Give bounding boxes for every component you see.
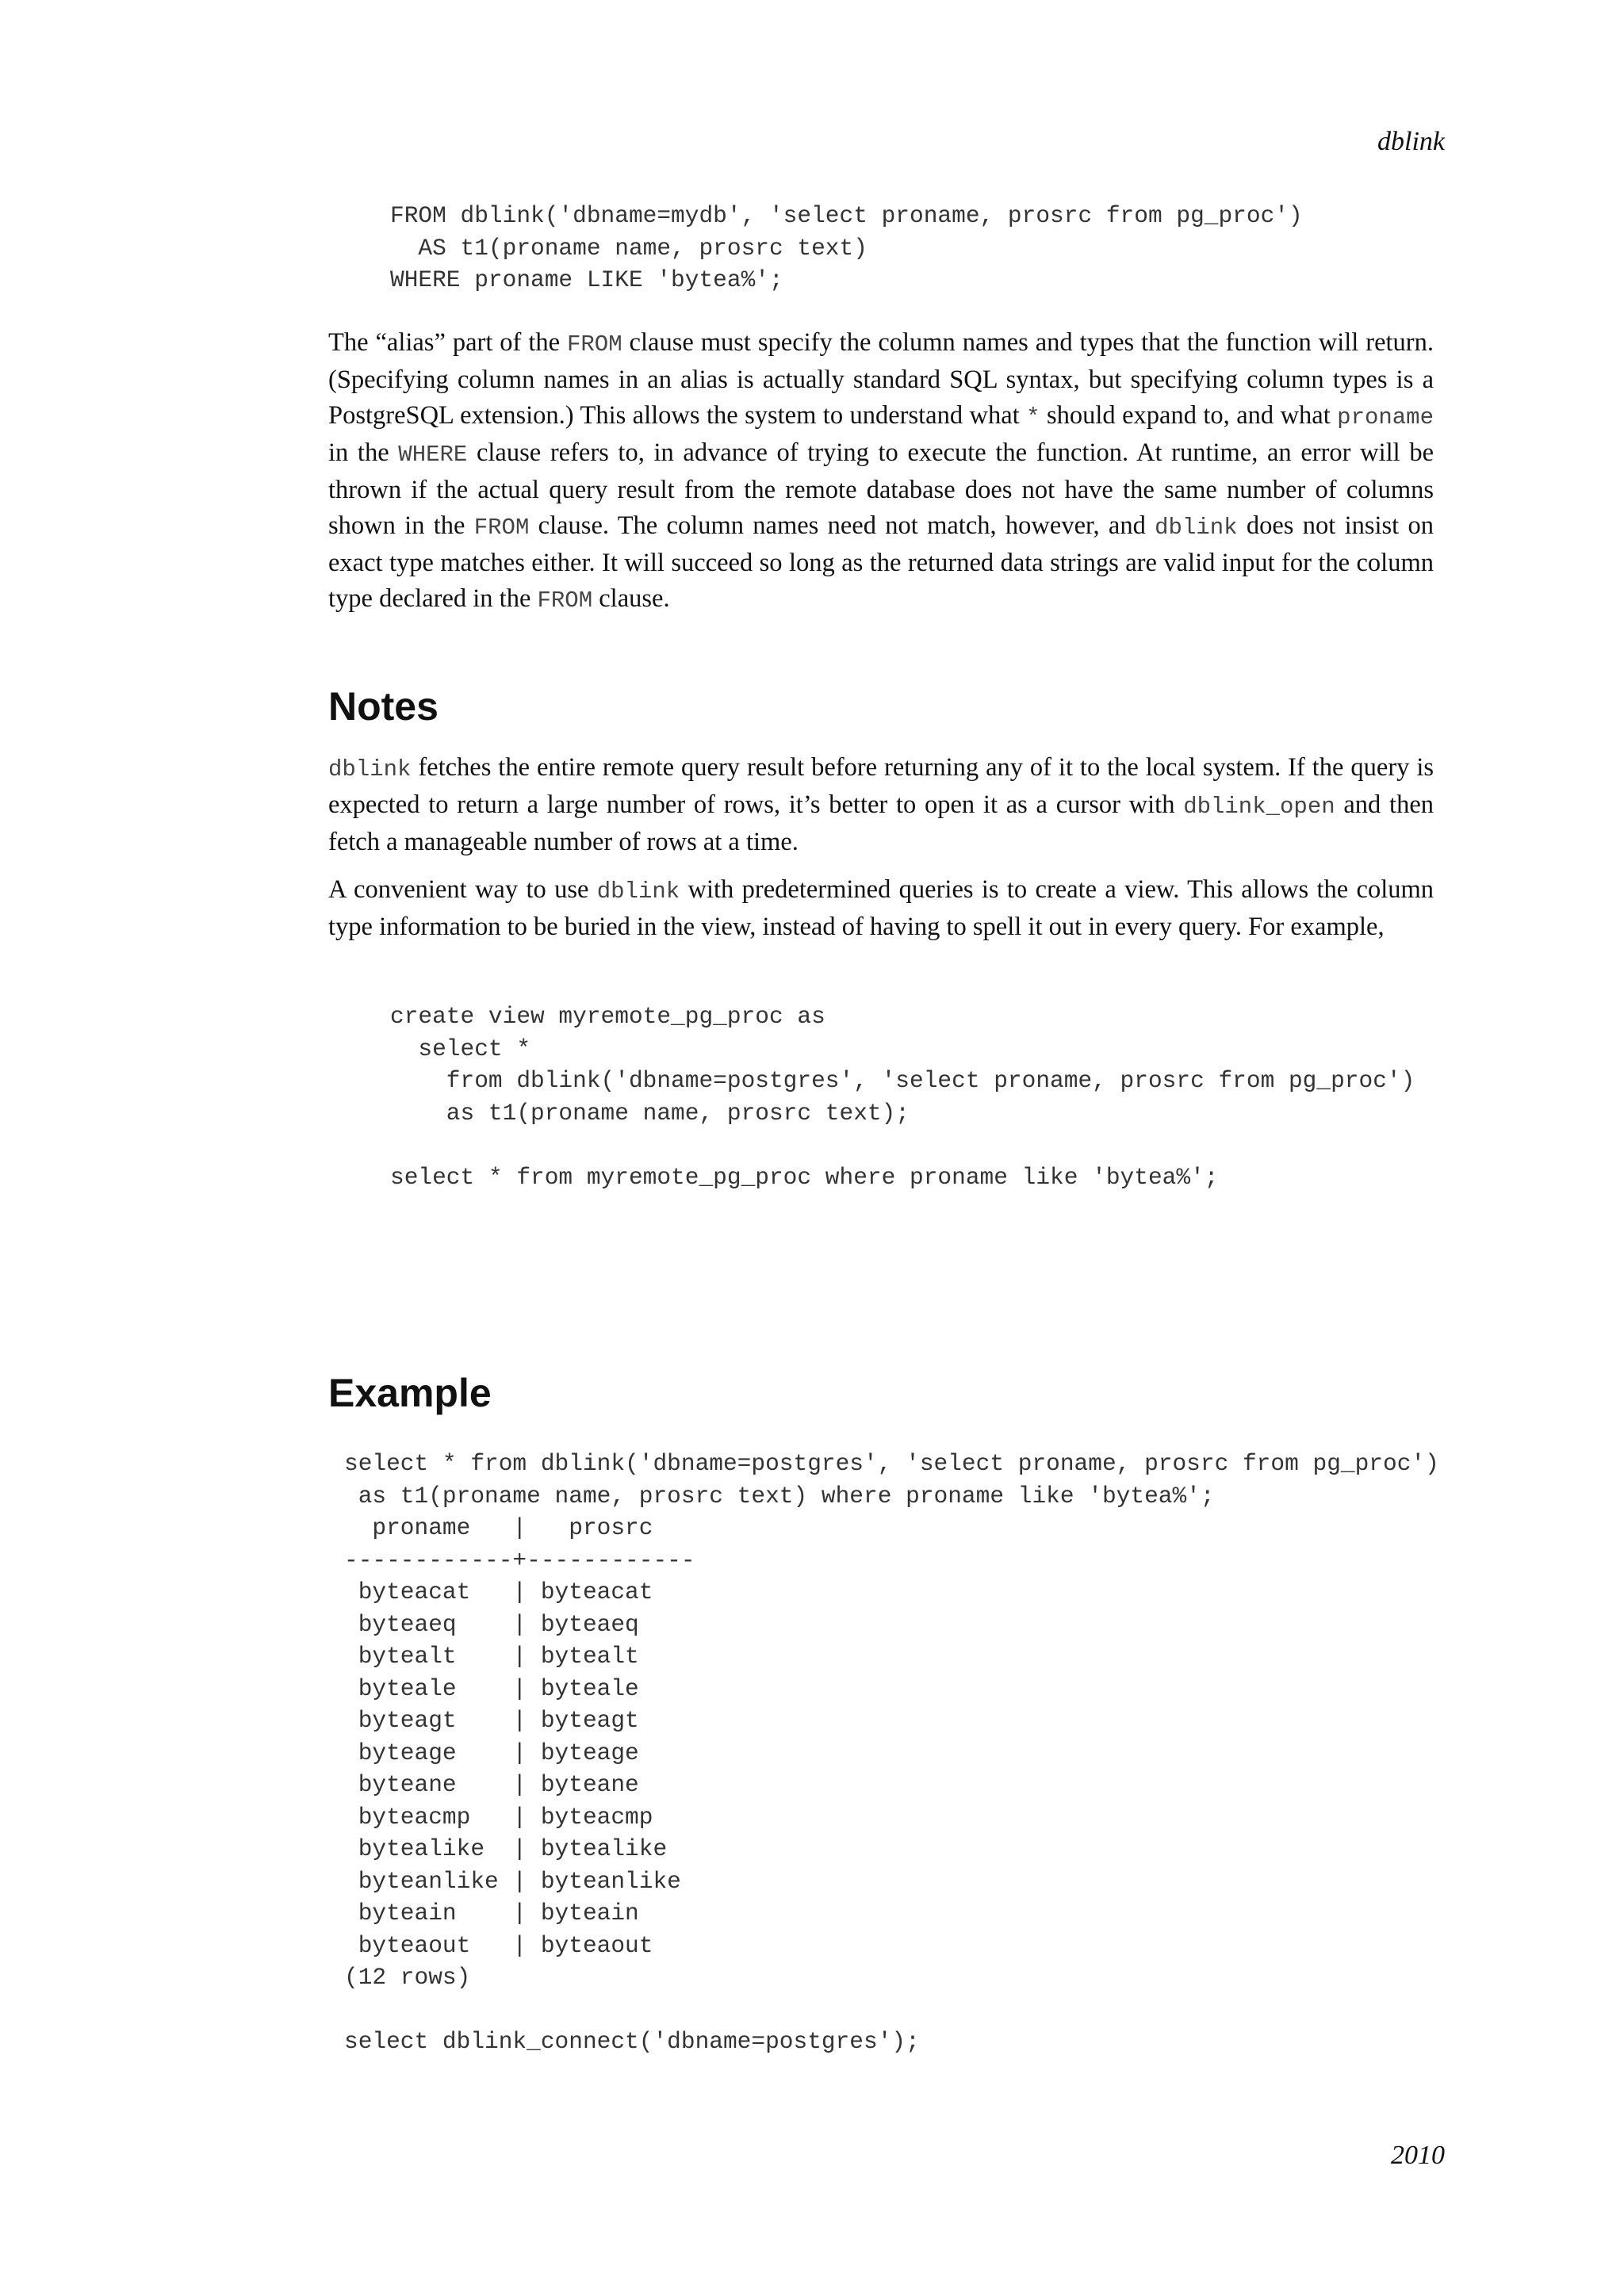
text-run: fetches the entire remote query result before returning any of it to the local system. If the query is expected to return a large number of rows, it’s better to open it as a cursor with xyxy=(328,753,1434,819)
text-run: clause. xyxy=(592,584,670,613)
text-run: does not insist on exact type matches either. It will succeed so long as the returned data strings are valid input for the column type declared in the xyxy=(328,511,1434,613)
page-number: 2010 xyxy=(1391,2141,1445,2170)
notes-paragraph-1 xyxy=(328,750,1434,860)
inline-code: dblink xyxy=(1155,515,1238,541)
text-run: and then fetch a manageable number of rows at a time. xyxy=(328,790,1434,856)
code-block-example: select * from dblink('dbname=postgres', 'select proname, prosrc from pg_proc') as t1(proname name, prosrc text) where proname like 'bytea%'; proname | prosrc ------------+------------ byteacat | byteacat byteaeq | byteaeq bytealt | bytealt byteale | byteale byteagt | byteagt byteage | byteage byteane | byteane byteacmp | byteacmp bytealike | bytealike byteanlike | byteanlike byteain | byteain byteaout | byteaout (12 rows) select dblink_connect('dbname=postgres'); xyxy=(344,1450,1439,2055)
text-run: clause must specify the column names and types that the function will return. (Specifying column names in an alias is actually standard SQL syntax, but specifying column types is a PostgreSQL extension.) This allows the system to understand what xyxy=(328,328,1434,430)
text-run: The “alias” part of the xyxy=(328,328,567,357)
text-run: A convenient way to use xyxy=(328,875,597,904)
notes-heading: Notes xyxy=(328,684,439,729)
text-run: in the xyxy=(328,438,399,467)
inline-code: dblink xyxy=(328,756,412,783)
running-header: dblink xyxy=(1377,127,1445,156)
notes-paragraph-2 xyxy=(328,872,1434,945)
code-block-from-clause: FROM dblink('dbname=mydb', 'select proname, prosrc from pg_proc') AS t1(proname name, prosrc text) WHERE proname LIKE 'bytea%'; xyxy=(390,202,1303,293)
inline-code: FROM xyxy=(566,331,622,358)
inline-code: proname xyxy=(1337,404,1434,430)
inline-code: WHERE xyxy=(398,442,468,468)
inline-code: * xyxy=(1026,404,1040,430)
text-run: clause. The column names need not match, however, and xyxy=(529,511,1155,540)
example-heading: Example xyxy=(328,1371,492,1415)
inline-code: dblink_open xyxy=(1183,794,1335,820)
inline-code: dblink xyxy=(596,878,680,905)
text-run: clause refers to, in advance of trying to execute the function. At runtime, an error will be thrown if the actual query result from the remote database does not have the same number of columns shown in the xyxy=(328,438,1434,540)
alias-paragraph xyxy=(328,325,1434,618)
text-run: with predetermined queries is to create a view. This allows the column type information to be buried in the view, instead of having to spell it out in every query. For example, xyxy=(328,875,1434,941)
inline-code: FROM xyxy=(473,515,530,541)
text-run: should expand to, and what xyxy=(1040,401,1338,430)
code-block-create-view: create view myremote_pg_proc as select * from dblink('dbname=postgres', 'select proname, prosrc from pg_proc') as t1(proname name, prosrc text); select * from myremote_pg_proc where proname like 'bytea%'; xyxy=(390,1003,1415,1191)
inline-code: FROM xyxy=(537,587,593,614)
